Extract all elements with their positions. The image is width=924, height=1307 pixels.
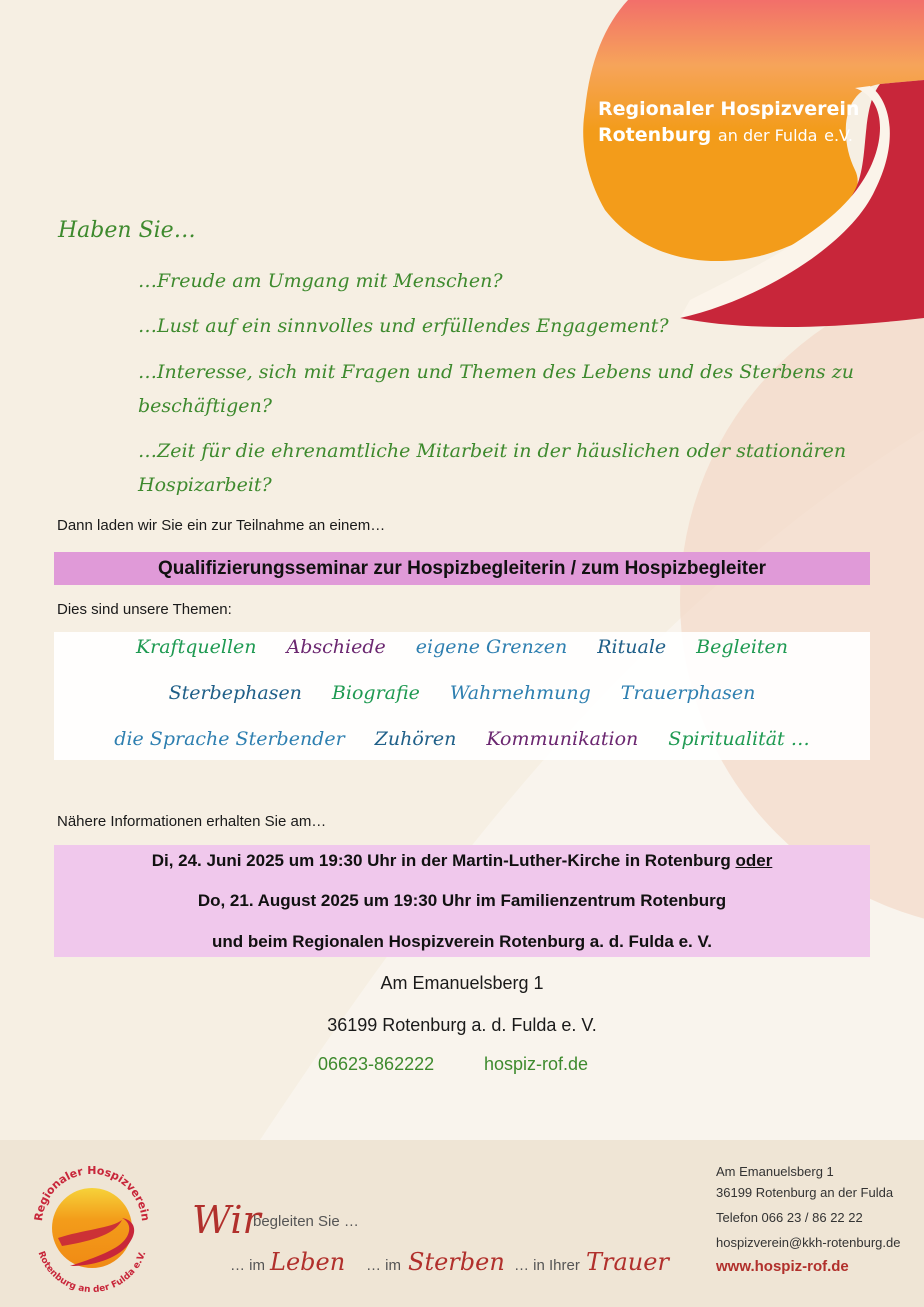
date-line-3: und beim Regionalen Hospizverein Rotenburg a. d. Fulda e. V. <box>212 932 712 951</box>
topic-begleiten: Begleiten <box>696 636 789 658</box>
tagline-im2: … im <box>366 1257 401 1274</box>
topics-label: Dies sind unsere Themen: <box>57 601 232 618</box>
organization-city: Rotenburg <box>598 124 712 146</box>
topic-wahrnehmung: Wahrnehmung <box>449 682 591 704</box>
topic-sterbephasen: Sterbephasen <box>168 682 302 704</box>
topic-row-3 <box>54 728 870 750</box>
topic-kraftquellen: Kraftquellen <box>135 636 257 658</box>
organization-name-line1: Regionaler Hospizverein <box>598 98 860 120</box>
topic-abschiede: Abschiede <box>286 636 386 658</box>
footer-phone[interactable]: Telefon 066 23 / 86 22 22 <box>716 1210 863 1225</box>
organization-name-line2 <box>598 122 859 149</box>
tagline-in: … in Ihrer <box>514 1257 580 1274</box>
topic-row-2 <box>54 682 870 704</box>
question-3: …Interesse, sich mit Fragen und Themen des Lebens und des Sterbens zu beschäftigen? <box>138 361 854 417</box>
question-2: …Lust auf ein sinnvolles und erfüllendes Engagement? <box>138 315 669 337</box>
topic-zuhoeren: Zuhören <box>374 728 457 750</box>
logo-arc-text-top: Regionaler Hospizverein <box>31 1164 153 1222</box>
date-1: Di, 24. Juni 2025 um 19:30 Uhr in der Martin-Luther-Kirche in Rotenburg <box>151 851 731 870</box>
dates-box <box>54 845 870 957</box>
invite-text: Dann laden wir Sie ein zur Teilnahme an einem… <box>57 517 386 534</box>
intro-heading: Haben Sie… <box>58 218 196 243</box>
topic-spiritualitaet: Spiritualität … <box>668 728 810 750</box>
organization-river: an der Fulda <box>717 126 818 145</box>
footer-website[interactable]: www.hospiz-rof.de <box>716 1258 849 1275</box>
info-text: Nähere Informationen erhalten Sie am… <box>57 813 327 830</box>
footer-city: 36199 Rotenburg an der Fulda <box>716 1185 894 1200</box>
topic-biografie: Biografie <box>331 682 420 704</box>
topic-eigene-grenzen: eigene Grenzen <box>415 636 568 658</box>
footer-street: Am Emanuelsberg 1 <box>716 1164 834 1179</box>
date-line-1 <box>54 851 870 871</box>
contact-website[interactable]: hospiz-rof.de <box>484 1054 589 1074</box>
organization-suffix: e.V. <box>824 126 854 145</box>
topic-row-1 <box>54 636 870 658</box>
tagline-rest: begleiten Sie … <box>253 1213 359 1230</box>
tagline-leben: Leben <box>270 1248 346 1276</box>
footer-email[interactable]: hospizverein@kkh-rotenburg.de <box>716 1235 901 1250</box>
footer-logo <box>22 1146 162 1296</box>
seminar-title <box>54 552 870 585</box>
topic-trauerphasen: Trauerphasen <box>620 682 756 704</box>
tagline-im1: … im <box>230 1257 265 1274</box>
tagline-trauer: Trauer <box>586 1248 669 1276</box>
topics-box <box>54 632 870 760</box>
topic-kommunikation: Kommunikation <box>486 728 639 750</box>
contact-phone[interactable]: 06623-862222 <box>318 1054 435 1074</box>
topic-sprache-sterbender: die Sprache Sterbender <box>114 728 345 750</box>
tagline-wir: Wir <box>192 1198 261 1242</box>
organization-name <box>598 96 859 149</box>
address-city: 36199 Rotenburg a. d. Fulda e. V. <box>327 1015 597 1035</box>
tagline-sterben: Sterben <box>408 1248 505 1276</box>
topic-rituale: Rituale <box>597 636 667 658</box>
logo-orange-disc <box>52 1188 132 1268</box>
date-line-2: Do, 21. August 2025 um 19:30 Uhr im Familienzentrum Rotenburg <box>197 891 727 910</box>
question-1: …Freude am Umgang mit Menschen? <box>138 270 503 292</box>
seminar-title-text: Qualifizierungsseminar zur Hospizbegleiterin / zum Hospizbegleiter <box>157 557 767 579</box>
date-connector: oder <box>735 851 773 870</box>
logo-arc-text-bottom: Rotenburg an der Fulda e.V. <box>35 1249 149 1296</box>
question-4: …Zeit für die ehrenamtliche Mitarbeit in der häuslichen oder stationären Hospizarbeit? <box>138 440 847 496</box>
address-street: Am Emanuelsberg 1 <box>380 973 544 993</box>
